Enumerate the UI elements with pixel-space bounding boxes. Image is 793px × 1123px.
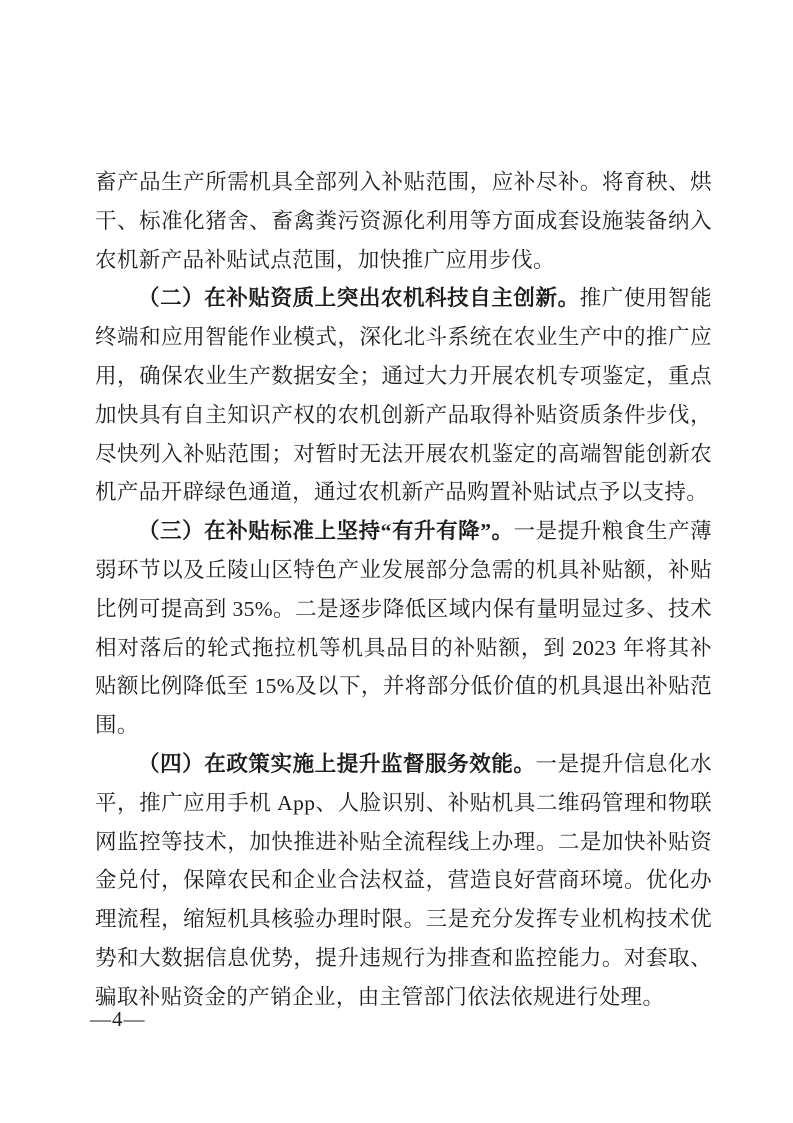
paragraph-text: 推广使用智能终端和应用智能作业模式，深化北斗系统在农业生产中的推广应用，确保农业生产数据安全；通过大力开展农机专项鉴定，重点加快具有自主知识产权的农机创新产品取得补贴资质条件步伐，尽快列入补贴范围；对暂时无法开展农机鉴定的高端智能创新农机产品开辟绿色通道，通过农机新产品购置补贴试点予以支持。 (95, 286, 712, 505)
paragraph-section-4 (95, 745, 712, 1017)
paragraph-section-3 (95, 512, 712, 745)
paragraph-text: 一是提升信息化水平，推广应用手机 App、人脸识别、补贴机具二维码管理和物联网监控等技术，加快推进补贴全流程线上办理。二是加快补贴资金兑付，保障农民和企业合法权益，营造良好营商环境。优化办理流程，缩短机具核验办理时限。三是充分发挥专业机构技术优势和大数据信息优势，提升违规行为排查和监控能力。对套取、骗取补贴资金的产销企业，由主管部门依法依规进行处理。 (95, 751, 713, 1009)
document-body (95, 163, 712, 1017)
paragraph-lead: （三）在补贴标准上坚持“有升有降”。 (138, 519, 514, 544)
paragraph-text: 畜产品生产所需机具全部列入补贴范围，应补尽补。将育秧、烘干、标准化猪舍、畜禽粪污资源化利用等方面成套设施装备纳入农机新产品补贴试点范围，加快推广应用步伐。 (95, 170, 712, 272)
paragraph-section-2 (95, 279, 712, 512)
paragraph-lead: （四）在政策实施上提升监督服务效能。 (138, 751, 536, 776)
paragraph-text: 一是提升粮食生产薄弱环节以及丘陵山区特色产业发展部分急需的机具补贴额，补贴比例可提高到 35%。二是逐步降低区域内保有量明显过多、技术相对落后的轮式拖拉机等机具品目的补贴额，到 2023 年将其补贴额比例降低至 15%及以下，并将部分低价值的机具退出补贴范围。 (95, 519, 712, 738)
page-number: —4— (90, 1007, 146, 1031)
paragraph-continuation (95, 163, 712, 279)
paragraph-lead: （二）在补贴资质上突出农机科技自主创新。 (138, 286, 580, 311)
